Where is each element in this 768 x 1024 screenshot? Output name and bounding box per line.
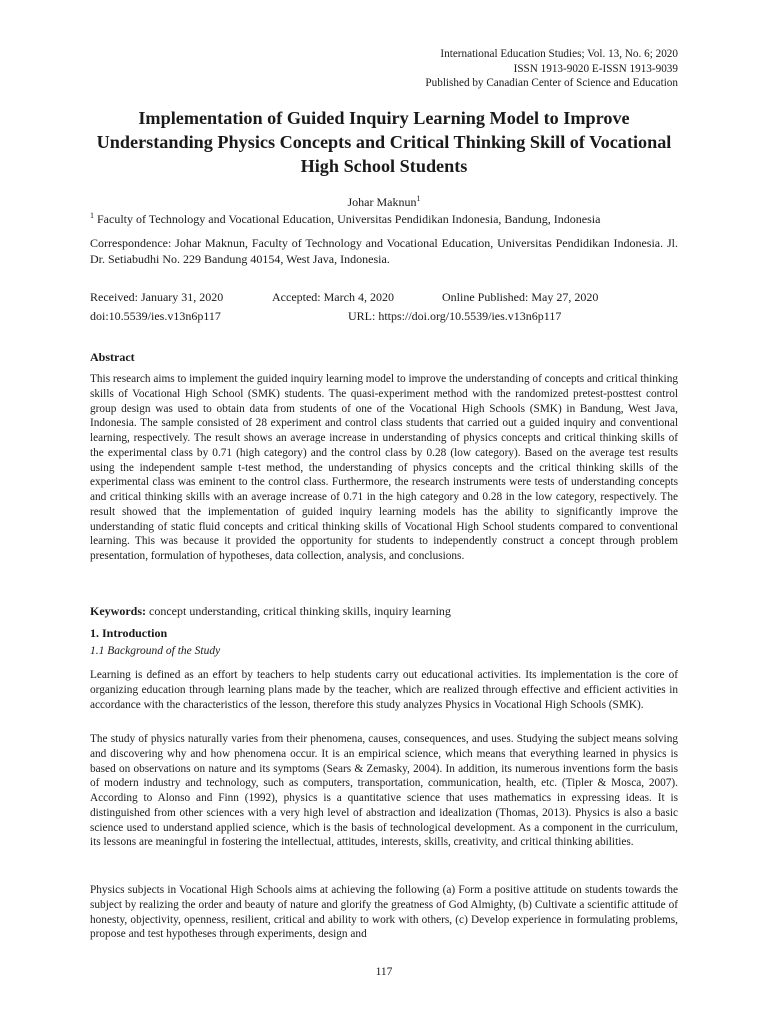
author-superscript: 1 [416, 194, 421, 203]
paper-title: Implementation of Guided Inquiry Learning Model to Improve Understanding Physics Concepts and Critical Thinking Skill of Vocational High School Students [96, 108, 672, 176]
accepted-date: Accepted: March 4, 2020 [272, 290, 394, 304]
intro-paragraph-1: Learning is defined as an effort by teachers to help students carry out educational activities. Its implementation is the core of organizing education through learning plans made by the teacher, which are realized through effective and efficient activities in accordance with the characteristics of the lesson, therefore this study analyzes Physics in Vocational High Schools (SMK). [90, 669, 678, 711]
abstract-heading: Abstract [90, 350, 135, 364]
doi: doi:10.5539/ies.v13n6p117 [90, 309, 221, 323]
author [90, 194, 678, 210]
journal-publisher: Published by Canadian Center of Science and Education [425, 77, 678, 89]
page-number: 117 [375, 966, 393, 978]
keywords-text: concept understanding, critical thinking skills, inquiry learning [146, 604, 451, 618]
intro-paragraph-3: Physics subjects in Vocational High Schools aims at achieving the following (a) Form a positive attitude on students towards the subject by realizing the order and beauty of nature and glorify the greatness of God Almighty, (b) Cultivate a scientific attitude of honesty, objectivity, openness, resilient, critical and ability to work with others, (c) Develop experience in formulating problems, propose and test hypotheses through experiments, design and [90, 884, 678, 941]
received-date: Received: January 31, 2020 [90, 290, 224, 304]
publication-dates [90, 290, 678, 324]
affiliation-superscript: 1 [90, 211, 94, 220]
affiliation-text: Faculty of Technology and Vocational Education, Universitas Pendidikan Indonesia, Bandung, Indonesia [94, 212, 601, 226]
abstract-text: This research aims to implement the guided inquiry learning model to improve the understanding of concepts and critical thinking skills of Vocational High School (SMK) students. The quasi-experiment method with the randomized pretest-posttest control group design was used to obtain data from students of one of the Vocational High Schools (SMK) in Bandung, West Java, Indonesia. The sample consisted of 28 experiment and control class students that carried out a guided inquiry and conventional learning, respectively. The result shows an average increase in understanding of physics concepts and critical thinking skills of the experimental class by 0.71 (high category) and the control class by 0.28 (low category). Based on the average test results using the independent sample t-test method, the understanding of physics concepts and the critical thinking skills of the experimental class was eminent to the control class. Furthermore, the research instruments were tests of understanding concepts and critical thinking skills with an average increase of 0.71 in the high category and 0.28 in the low category, respectively. The result showed that the implementation of guided inquiry learning models has the ability to significantly improve the understanding of static fluid concepts and critical thinking skills of Vocational High School students compared to conventional learning. This was because it provided the opportunity for students to independently construct a concept through problem presentation, formulation of hypotheses, data collection, analysis, and conclusions. [90, 373, 678, 562]
journal-issue: International Education Studies; Vol. 13, No. 6; 2020 [440, 48, 678, 60]
journal-header [425, 47, 678, 91]
keywords-label: Keywords: [90, 604, 146, 618]
keywords [90, 604, 678, 619]
journal-issn: ISSN 1913-9020 E-ISSN 1913-9039 [513, 62, 678, 75]
author-name: Johar Maknun [347, 195, 417, 209]
section-heading: 1. Introduction [90, 626, 168, 640]
intro-paragraph-2: The study of physics naturally varies from their phenomena, causes, consequences, and uses. Studying the subject means solving and discovering why and how phenomena occur. It is an empirical science, which means that everything learned in physics is based on observations on nature and its symptoms (Sears & Zemasky, 2004). In addition, its numerous inventions form the basis of modern industry and technology, such as computers, transportation, communication, health, etc. (Tipler & Mosca, 2007). According to Alonso and Finn (1992), physics is a quantitative science that uses mathematics in expressing ideas. It is distinguished from other sciences with a very high level of abstraction and idealization (Thomas, 2013). Physics is also a basic science used to understand applied science, which is the basis of technological development. As a component in the curriculum, its lessons are meaningful in fostering the intellectual, attitudes, interests, skills, creativity, and critical thinking abilities. [90, 733, 678, 849]
published-date: Online Published: May 27, 2020 [442, 290, 599, 304]
doi-url-link[interactable]: URL: https://doi.org/10.5539/ies.v13n6p117 [348, 309, 562, 323]
correspondence: Correspondence: Johar Maknun, Faculty of Technology and Vocational Education, Universitas Pendidikan Indonesia. Jl. Dr. Setiabudhi No. 229 Bandung 40154, West Java, Indonesia. [90, 236, 678, 266]
affiliation [90, 211, 678, 227]
subsection-heading: 1.1 Background of the Study [90, 645, 221, 657]
